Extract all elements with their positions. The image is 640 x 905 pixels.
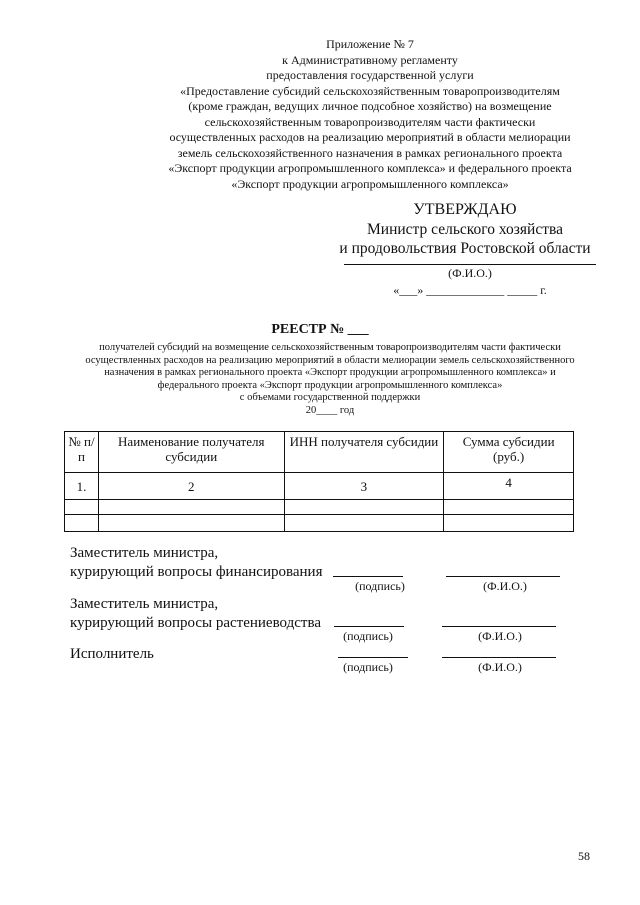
registry-line: 20____ год bbox=[305, 404, 355, 416]
appendix-line: «Экспорт продукции агропромышленного комплекса» bbox=[231, 176, 509, 191]
table-cell bbox=[65, 515, 99, 532]
signature-deputy-finance bbox=[70, 544, 322, 582]
signature-role-line: Заместитель министра, bbox=[70, 545, 219, 561]
table-cell bbox=[284, 500, 444, 515]
signature-line bbox=[333, 576, 403, 577]
appendix-line: «Предоставление субсидий сельскохозяйственным товаропроизводителям bbox=[180, 83, 560, 98]
numbering-cell: 3 bbox=[284, 473, 444, 500]
appendix-header bbox=[150, 37, 590, 192]
approval-date: «___» _____________ _____ г. bbox=[393, 283, 547, 297]
appendix-line: предоставления государственной услуги bbox=[266, 68, 474, 82]
signature-caption: (подпись) bbox=[355, 579, 405, 593]
appendix-line: Приложение № 7 bbox=[326, 37, 414, 51]
fio-line bbox=[442, 626, 556, 627]
header-cell-name: Наименование получателя субсидии bbox=[98, 432, 284, 473]
header-cell-sum: Сумма субсидии (руб.) bbox=[444, 432, 574, 473]
table-cell bbox=[444, 500, 574, 515]
signature-caption: (подпись) bbox=[343, 629, 393, 643]
registry-line: получателей субсидий на возмещение сельскохозяйственным товаропроизводителям части фактически bbox=[99, 342, 561, 353]
registry-line: с объемами государственной поддержки bbox=[239, 392, 421, 403]
numbering-cell: 4 bbox=[444, 473, 574, 500]
registry-title: РЕЕСТР № ___ bbox=[271, 322, 369, 337]
appendix-line: «Экспорт продукции агропромышленного комплекса» и федерального проекта bbox=[168, 161, 572, 175]
approval-block bbox=[330, 200, 600, 258]
table-header-row bbox=[65, 432, 574, 473]
table-cell bbox=[284, 515, 444, 532]
fio-caption: (Ф.И.О.) bbox=[478, 660, 522, 674]
page-number: 58 bbox=[578, 849, 590, 863]
signature-caption: (подпись) bbox=[343, 660, 393, 674]
appendix-line: осуществленных расходов на реализацию мероприятий в области мелиорации bbox=[169, 130, 571, 144]
header-cell-number: № п/п bbox=[65, 432, 99, 473]
signature-role-line: курирующий вопросы растениеводства bbox=[70, 615, 322, 631]
fio-caption: (Ф.И.О.) bbox=[478, 629, 522, 643]
registry-line: осуществленных расходов на реализацию мероприятий в области мелиорации земель сельскохозяйственного bbox=[85, 354, 575, 366]
fio-line bbox=[446, 576, 560, 577]
signature-role-line: Заместитель министра, bbox=[70, 596, 219, 612]
registry-table bbox=[64, 431, 574, 532]
signature-role-line: курирующий вопросы финансирования bbox=[70, 564, 323, 580]
table-row bbox=[65, 500, 574, 515]
fio-line bbox=[442, 657, 556, 658]
approval-fio-caption: (Ф.И.О.) bbox=[448, 266, 492, 280]
approval-title-line: Министр сельского хозяйства bbox=[367, 221, 563, 238]
table-cell bbox=[98, 500, 284, 515]
signature-executor bbox=[70, 645, 154, 664]
approval-signature-line bbox=[344, 264, 596, 265]
signature-line bbox=[338, 657, 408, 658]
registry-line: назначения в рамках регионального проекта «Экспорт продукции агропромышленного комплекса» и bbox=[104, 367, 556, 378]
signature-role-line: Исполнитель bbox=[70, 646, 154, 662]
approval-title-line: и продовольствия Ростовской области bbox=[339, 240, 591, 257]
table-numbering-row bbox=[65, 473, 574, 500]
numbering-cell: 1. bbox=[65, 473, 99, 500]
registry-description bbox=[60, 342, 600, 417]
fio-caption: (Ф.И.О.) bbox=[483, 579, 527, 593]
numbering-cell: 2 bbox=[98, 473, 284, 500]
header-cell-inn: ИНН получателя субсидии bbox=[284, 432, 444, 473]
appendix-line: земель сельскохозяйственного назначения в рамках регионального проекта bbox=[177, 145, 563, 160]
table-cell bbox=[98, 515, 284, 532]
appendix-line: к Административному регламенту bbox=[282, 52, 458, 67]
registry-line: федерального проекта «Экспорт продукции агропромышленного комплекса» bbox=[157, 379, 503, 391]
signature-line bbox=[334, 626, 404, 627]
signature-deputy-crop bbox=[70, 595, 321, 633]
approval-heading: УТВЕРЖДАЮ bbox=[413, 201, 517, 218]
table-row bbox=[65, 515, 574, 532]
table-cell bbox=[65, 500, 99, 515]
appendix-line: (кроме граждан, ведущих личное подсобное хозяйство) на возмещение bbox=[188, 99, 552, 113]
table-cell bbox=[444, 515, 574, 532]
appendix-line: сельскохозяйственным товаропроизводителям части фактически bbox=[204, 114, 536, 129]
